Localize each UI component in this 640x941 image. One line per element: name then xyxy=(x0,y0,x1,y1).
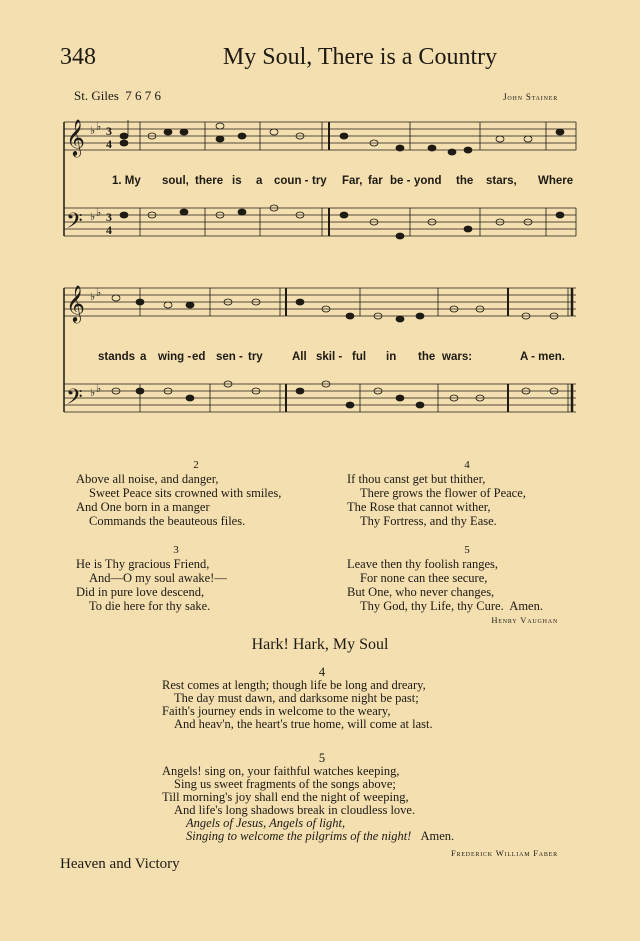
lyric-word: A - men. xyxy=(520,351,565,363)
lyric-word: in xyxy=(386,351,397,363)
lyric-word: wing - xyxy=(158,351,192,363)
stanza-line: There grows the flower of Peace, xyxy=(360,486,526,500)
tune-name xyxy=(74,88,161,104)
svg-text:4: 4 xyxy=(106,137,112,151)
lyric-word: wars: xyxy=(442,351,473,363)
stanza-number: 3 xyxy=(173,544,179,556)
lyric-word: skil - xyxy=(316,351,343,363)
music-system-1 xyxy=(60,112,580,260)
svg-text:stands a wing - ed xyxy=(98,351,565,363)
stanza-4 xyxy=(347,458,587,528)
stanza-line: Above all noise, and danger, xyxy=(76,472,219,486)
lyric-word: ed xyxy=(192,351,206,363)
music-system-2 xyxy=(60,278,580,438)
stanza-line: Sweet Peace sits crowned with smiles, xyxy=(89,486,282,500)
svg-text:♭: ♭ xyxy=(96,207,102,219)
lyric-word: All xyxy=(292,351,307,363)
verse-5 xyxy=(162,752,542,843)
stanza-line: Thy Fortress, and thy Ease. xyxy=(360,514,497,528)
stanza-line: Did in pure love descend, xyxy=(76,585,205,599)
stanza-line: For none can thee secure, xyxy=(360,571,488,585)
verse-line: The day must dawn, and darksome night be past; xyxy=(174,691,419,705)
lyric-word: a xyxy=(256,175,263,187)
svg-text:4: 4 xyxy=(106,223,112,237)
lyric-word: stands xyxy=(98,351,136,363)
second-author-attribution: Frederick William Faber xyxy=(451,848,558,858)
stanza-number: 2 xyxy=(193,459,199,471)
tune-meter: 7 6 7 6 xyxy=(125,88,162,103)
svg-text:♭: ♭ xyxy=(90,211,96,223)
hymn-title: My Soul, There is a Country xyxy=(222,44,498,70)
lyric-word: yond xyxy=(414,175,442,187)
svg-text:♭: ♭ xyxy=(96,121,102,133)
verse-line: Till morning's joy shall end the night of weeping, xyxy=(162,790,409,804)
verse-number: 5 xyxy=(318,751,326,765)
amen-text: Amen. xyxy=(420,829,455,843)
stanza-2 xyxy=(76,458,316,528)
svg-text:♭: ♭ xyxy=(90,291,96,303)
hymn-number: 348 xyxy=(60,44,96,70)
lyric-word: far xyxy=(368,175,383,187)
stanza-line: He is Thy gracious Friend, xyxy=(76,557,210,571)
svg-text:♭: ♭ xyxy=(96,383,102,395)
lyric-word: the xyxy=(456,175,474,187)
verse-line: And life's long shadows break in cloudless love. xyxy=(174,803,416,817)
lyric-word: stars, xyxy=(486,175,517,187)
svg-text:3: 3 xyxy=(106,210,112,224)
section-footer: Heaven and Victory xyxy=(60,856,180,872)
verse-line: Sing us sweet fragments of the songs above; xyxy=(174,777,396,791)
stanza-line: And—O my soul awake!— xyxy=(89,571,227,585)
tune-name-text: St. Giles xyxy=(74,88,119,103)
verse-line: And heav'n, the heart's true home, will come at last. xyxy=(174,717,433,731)
stanza-line: Leave then thy foolish ranges, xyxy=(347,557,498,571)
svg-text:1. My soul, there xyxy=(112,175,573,187)
verse-line: Faith's journey ends in welcome to the weary, xyxy=(162,704,391,718)
stanza-5 xyxy=(347,543,587,613)
verse-line-text: Singing to welcome the pilgrims of the night! xyxy=(186,829,412,843)
lyric-word: soul, xyxy=(162,175,189,187)
lyric-word: there xyxy=(195,175,224,187)
svg-text:𝄞: 𝄞 xyxy=(66,118,85,156)
svg-text:♭: ♭ xyxy=(96,287,102,299)
verse-line: Angels! sing on, your faithful watches keeping, xyxy=(162,764,400,778)
stanza-number: 5 xyxy=(464,544,470,556)
verse-number: 4 xyxy=(318,665,326,679)
stanza-line: To die here for thy sake. xyxy=(89,599,211,613)
stanza-number: 4 xyxy=(464,459,470,471)
second-hymn-title: Hark! Hark, My Soul xyxy=(251,636,389,653)
stanza-line: The Rose that cannot wither, xyxy=(347,500,491,514)
verse-line: Rest comes at length; though life be long and dreary, xyxy=(162,678,426,692)
composer: John Stainer xyxy=(503,92,558,102)
lyric-word: sen - xyxy=(216,351,243,363)
svg-text:𝄢: 𝄢 xyxy=(66,385,83,415)
stanza-3 xyxy=(76,543,276,613)
lyric-word: coun - xyxy=(274,175,309,187)
svg-text:𝄞: 𝄞 xyxy=(66,284,85,322)
lyric-word: Where xyxy=(538,175,574,187)
svg-text:3: 3 xyxy=(106,124,112,138)
lyric-word: a xyxy=(140,351,147,363)
svg-text:♭: ♭ xyxy=(90,387,96,399)
author-attribution: Henry Vaughan xyxy=(491,615,558,625)
stanza-line: Commands the beauteous files. xyxy=(89,514,246,528)
verse-4 xyxy=(162,666,542,731)
lyric-word: 1. My xyxy=(112,175,141,187)
stanza-line: If thou canst get but thither, xyxy=(347,472,486,486)
verse-line-italic xyxy=(162,830,542,843)
stanza-line: Thy God, thy Life, thy Cure. Amen. xyxy=(360,599,543,613)
lyric-word: the xyxy=(418,351,436,363)
lyric-word: is xyxy=(232,175,242,187)
svg-text:𝄢: 𝄢 xyxy=(66,209,83,239)
verse-line-italic: Angels of Jesus, Angels of light, xyxy=(186,816,346,830)
lyric-word: try xyxy=(248,351,263,363)
svg-text:♭: ♭ xyxy=(90,125,96,137)
stanza-line: But One, who never changes, xyxy=(347,585,495,599)
stanza-line: And One born in a manger xyxy=(76,500,210,514)
lyric-word: try xyxy=(312,175,327,187)
lyric-word: ful xyxy=(352,351,367,363)
lyric-word: Far, xyxy=(342,175,363,187)
lyric-word: be - xyxy=(390,175,411,187)
